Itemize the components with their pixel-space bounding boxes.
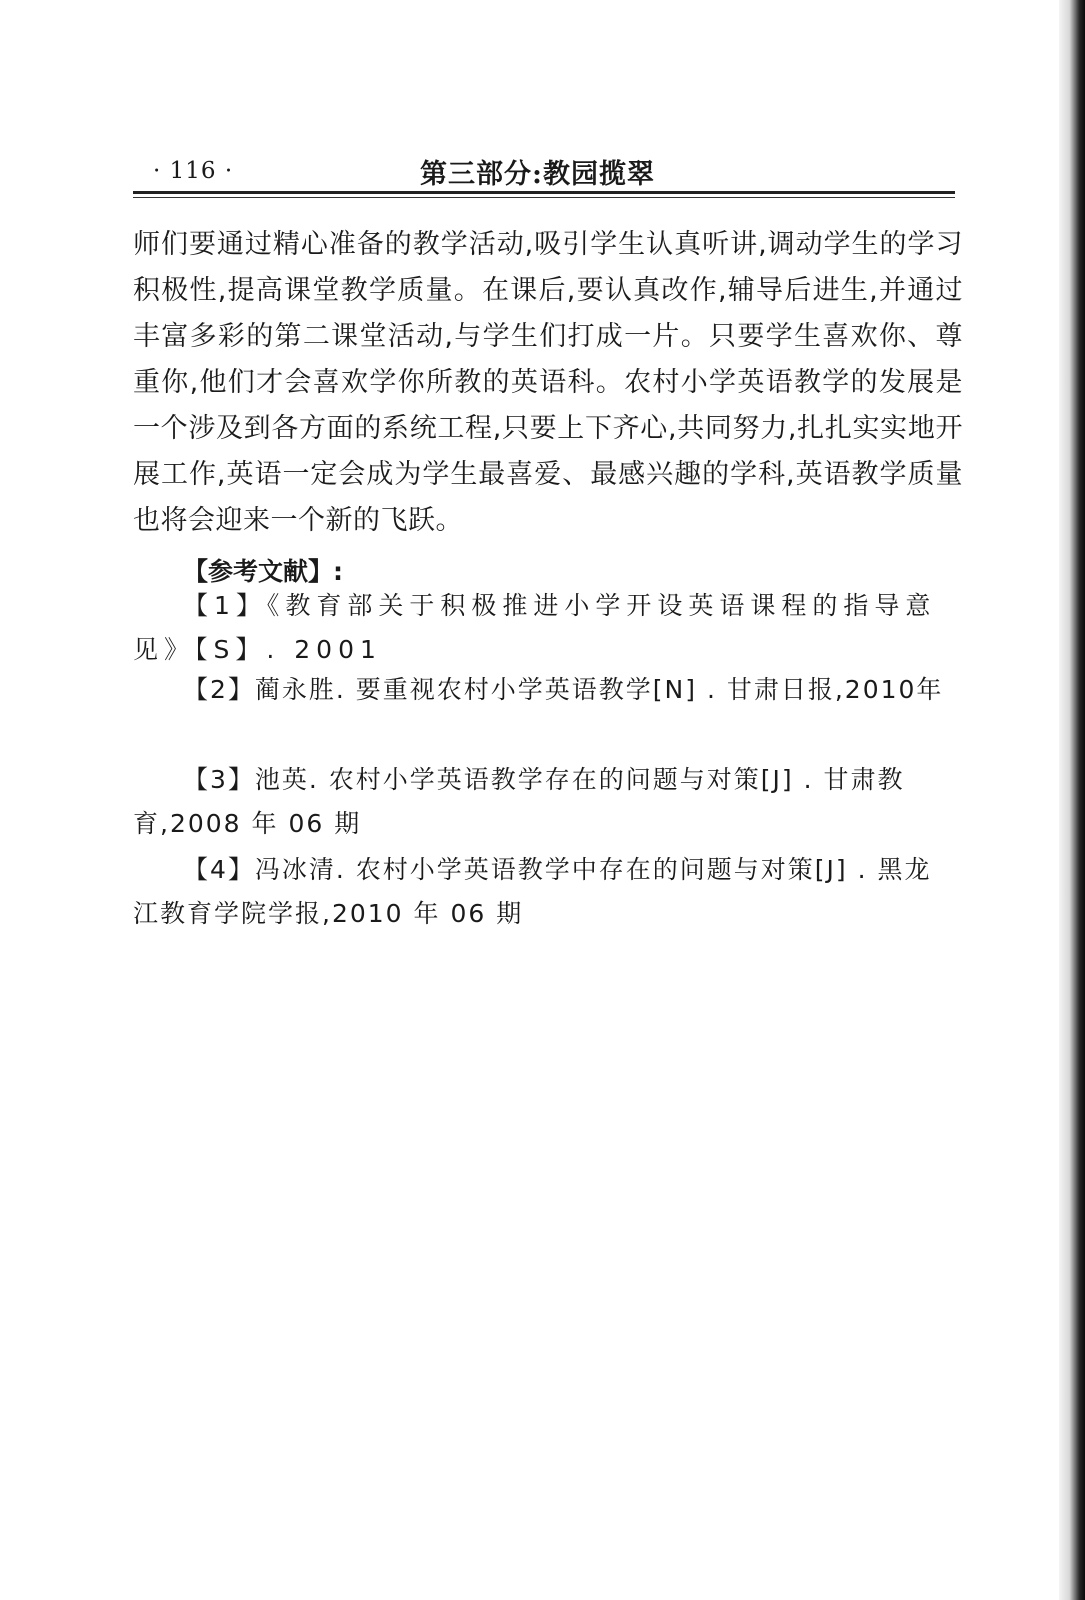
body-paragraph: 师们要通过精心准备的教学活动,吸引学生认真听讲,调动学生的学习积极性,提高课堂教学质量。在课后,要认真改作,辅导后进生,并通过丰富多彩的第二课堂活动,与学生们打成一片。只要学生喜欢你、尊重你,他们才会喜欢学你所教的英语科。农村小学英语教学的发展是一个涉及到各方面的系统工程,只要上下齐心,共同努力,扎扎实实地开展工作,英语一定会成为学生最喜爱、最感兴趣的学科,英语教学质量也将会迎来一个新的飞跃。 — [133, 229, 963, 536]
page-header — [135, 150, 955, 190]
page-number: · 116 · — [153, 158, 234, 184]
header-rule-thin — [133, 197, 955, 198]
part-title: 第三部分:教园揽翠 — [420, 159, 655, 190]
reference-item-1: 【1】《教育部关于积极推进小学开设英语课程的指导意见》【S】. 2001 — [133, 591, 937, 664]
references-heading: 【参考文献】: — [183, 557, 343, 586]
reference-item-4: 【4】冯冰清. 农村小学英语教学中存在的问题与对策[J] . 黑龙江教育学院学报,2010 年 06 期 — [133, 855, 932, 928]
scan-page-edge — [1059, 0, 1085, 1600]
header-rule-thick — [133, 191, 955, 194]
reference-item-2: 【2】蔺永胜. 要重视农村小学英语教学[N] . 甘肃日报,2010年 — [183, 675, 944, 704]
reference-item-3: 【3】池英. 农村小学英语教学存在的问题与对策[J] . 甘肃教育,2008 年 06 期 — [133, 765, 905, 838]
